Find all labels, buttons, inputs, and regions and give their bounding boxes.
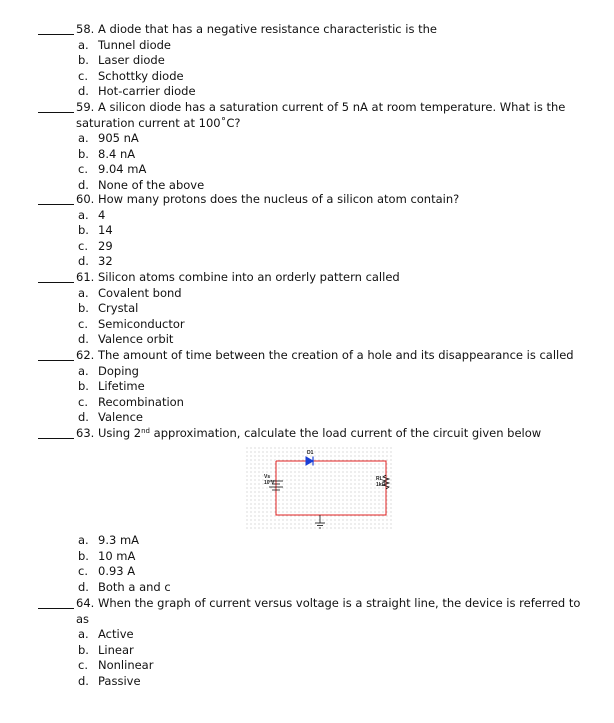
option-b: b. 8.4 nA — [78, 146, 136, 161]
option-b: b. 14 — [78, 223, 113, 238]
load-value: 1kΩ — [376, 482, 386, 488]
option-b: b. Lifetime — [78, 379, 145, 394]
question-text: 61. Silicon atoms combine into an orderly pattern called — [76, 270, 400, 284]
question-text: 60. How many protons does the nucleus of a silicon atom contain? — [76, 192, 460, 206]
question-61 — [0, 270, 614, 348]
option-b: b. Crystal — [78, 301, 139, 316]
option-d: d. Valence orbit — [78, 332, 174, 347]
grid-background — [246, 447, 392, 531]
diode-label: D1 — [307, 450, 314, 456]
answer-blank[interactable] — [38, 112, 74, 113]
answer-blank[interactable] — [38, 438, 74, 439]
question-text: 59. A silicon diode has a saturation current of 5 nA at room temperature. What is the — [76, 100, 566, 114]
option-a: a. 9.3 mA — [78, 533, 140, 547]
load-label: RL — [376, 476, 383, 482]
option-c: c. 9.04 mA — [78, 162, 147, 177]
question-62 — [0, 348, 614, 426]
option-a: a. Tunnel diode — [78, 37, 171, 52]
question-63-options — [0, 533, 614, 595]
option-b: b. Laser diode — [78, 53, 165, 68]
question-text: 62. The amount of time between the creation of a hole and its disappearance is called — [76, 348, 574, 362]
option-d: d. Passive — [78, 673, 141, 688]
answer-blank[interactable] — [38, 204, 74, 205]
option-a: a. 4 — [78, 207, 106, 222]
answer-blank[interactable] — [38, 34, 74, 35]
option-a: a. 905 nA — [78, 131, 139, 146]
option-d: d. Hot-carrier diode — [78, 84, 196, 99]
option-d: d. Valence — [78, 410, 143, 425]
answer-blank[interactable] — [38, 608, 74, 609]
option-b: b. Linear — [78, 642, 134, 657]
circuit-diagram — [246, 447, 392, 531]
option-d: d. None of the above — [78, 177, 205, 192]
option-a: a. Covalent bond — [78, 285, 182, 300]
option-c: c. 0.93 A — [78, 564, 136, 579]
option-b: b. 10 mA — [78, 548, 136, 563]
question-text: 64. When the graph of current versus voltage is a straight line, the device is referred to — [76, 596, 581, 610]
option-c: c. 29 — [78, 238, 113, 253]
question-63 — [0, 426, 614, 442]
option-c: c. Nonlinear — [78, 658, 154, 673]
source-value: 10 V — [264, 480, 275, 486]
answer-blank[interactable] — [38, 282, 74, 283]
question-text-continued: saturation current at 100˚C? — [76, 115, 241, 130]
answer-blank[interactable] — [38, 360, 74, 361]
question-60 — [0, 192, 614, 270]
question-text: 63. Using 2nd approximation, calculate the load current of the circuit given below — [76, 426, 542, 440]
question-text: 58. A diode that has a negative resistance characteristic is the — [76, 22, 437, 36]
option-c: c. Recombination — [78, 394, 184, 409]
question-59 — [0, 100, 614, 194]
option-c: c. Schottky diode — [78, 68, 184, 83]
option-d: d. Both a and c — [78, 579, 171, 594]
source-label: Vs — [264, 474, 271, 480]
question-64 — [0, 596, 614, 690]
question-58 — [0, 22, 614, 100]
option-a: a. Active — [78, 627, 134, 642]
option-c: c. Semiconductor — [78, 316, 185, 331]
option-a: a. Doping — [78, 363, 139, 378]
question-text-continued: as — [76, 611, 90, 626]
option-d: d. 32 — [78, 254, 113, 269]
